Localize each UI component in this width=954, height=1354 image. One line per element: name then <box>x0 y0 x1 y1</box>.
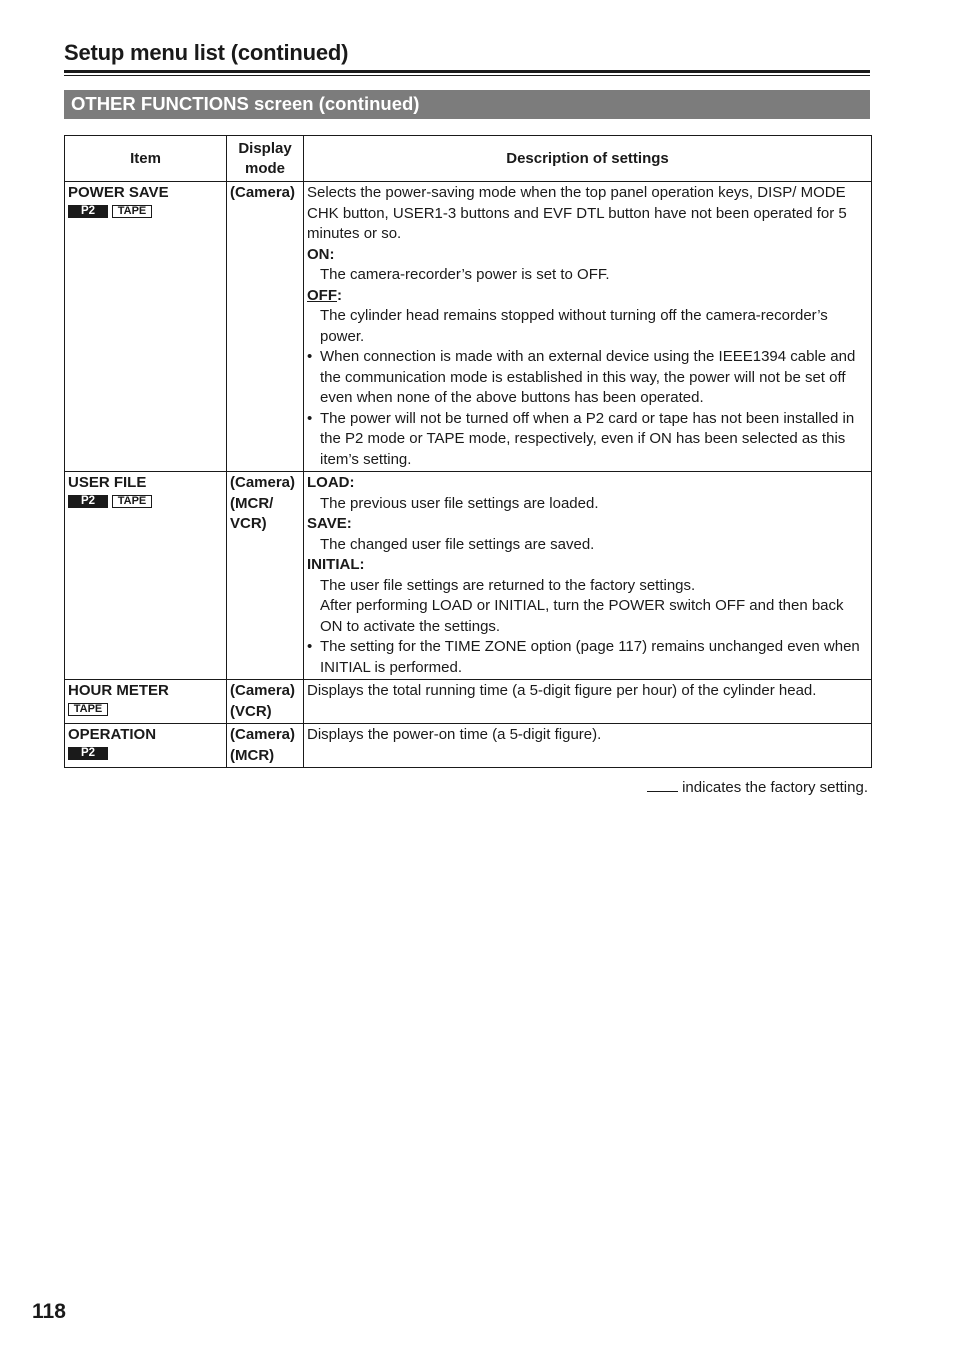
tape-badge: TAPE <box>112 495 152 508</box>
item-cell <box>65 182 227 472</box>
title-rule-thin <box>64 75 870 76</box>
display-mode: (VCR) <box>230 702 272 720</box>
option-description: The user file settings are returned to the factory settings. <box>320 576 696 594</box>
mode-badges <box>68 747 223 761</box>
item-name: HOUR METER <box>68 682 169 699</box>
description-text: Selects the power-saving mode when the top panel operation keys, DISP/ MODE CHK button, USER1-3 buttons and EVF DTL button have not been operated for 5 minutes or so. <box>307 184 847 242</box>
display-mode: VCR) <box>230 515 267 532</box>
settings-table <box>64 135 872 768</box>
p2-badge: P2 <box>68 495 108 508</box>
display-mode-cell <box>227 182 304 472</box>
page-title: Setup menu list (continued) <box>64 40 349 65</box>
header-item: Item <box>65 136 227 182</box>
bullet-icon: • <box>307 348 313 365</box>
option-label: SAVE: <box>307 515 352 532</box>
mode-badges <box>68 703 223 717</box>
note-bullet <box>307 409 868 471</box>
option-description: The changed user file settings are saved. <box>320 535 595 553</box>
option-description: The previous user file settings are loaded. <box>320 494 599 512</box>
display-mode: (Camera) <box>230 682 296 699</box>
item-name: USER FILE <box>68 474 147 491</box>
item-name: OPERATION <box>68 726 157 743</box>
option-label: LOAD: <box>307 474 355 491</box>
tape-badge: TAPE <box>68 703 108 716</box>
table-header-row <box>65 136 872 182</box>
mode-badges <box>68 495 223 509</box>
note-text: The power will not be turned off when a P2 card or tape has not been installed in the P2 mode or TAPE mode, respectively, even if ON has been selected as this item’s setting. <box>320 409 855 468</box>
display-mode: (MCR/ <box>230 494 274 512</box>
description-text: Displays the power-on time (a 5-digit figure). <box>307 726 602 743</box>
display-mode-cell <box>227 724 304 768</box>
option-label-default-line <box>307 286 868 307</box>
option-label: ON: <box>307 245 335 263</box>
factory-setting-note <box>647 778 868 796</box>
option-description: The cylinder head remains stopped without turning off the camera-recorder’s power. <box>320 307 828 345</box>
display-mode: (Camera) <box>230 726 296 743</box>
option-description: After performing LOAD or INITIAL, turn the POWER switch OFF and then back ON to activate the settings. <box>320 597 844 635</box>
table-row <box>65 182 872 472</box>
display-mode: (MCR) <box>230 746 275 764</box>
table-row <box>65 680 872 724</box>
item-cell <box>65 472 227 680</box>
option-colon: : <box>337 286 342 304</box>
display-mode-cell <box>227 472 304 680</box>
description-cell <box>304 724 872 768</box>
factory-setting-text: indicates the factory setting. <box>682 779 868 796</box>
description-cell <box>304 182 872 472</box>
display-mode: (Camera) <box>230 474 296 491</box>
note-text: The setting for the TIME ZONE option (page 117) remains unchanged even when INITIAL is performed. <box>320 638 860 676</box>
description-cell <box>304 472 872 680</box>
tape-badge: TAPE <box>112 205 152 218</box>
header-display-mode: Display mode <box>227 136 304 182</box>
display-mode: (Camera) <box>230 184 296 201</box>
p2-badge: P2 <box>68 747 108 760</box>
header-description: Description of settings <box>304 136 872 182</box>
bullet-icon: • <box>307 638 313 655</box>
description-text: Displays the total running time (a 5-digit figure per hour) of the cylinder head. <box>307 682 817 699</box>
item-cell <box>65 680 227 724</box>
note-bullet <box>307 347 868 409</box>
section-heading: OTHER FUNCTIONS screen (continued) <box>64 90 870 119</box>
table-row <box>65 724 872 768</box>
display-mode-cell <box>227 680 304 724</box>
mode-badges <box>68 205 223 219</box>
p2-badge: P2 <box>68 205 108 218</box>
description-cell <box>304 680 872 724</box>
option-description: The camera-recorder’s power is set to OFF. <box>320 266 610 283</box>
title-rule <box>64 70 870 73</box>
page-number: 118 <box>32 1300 66 1323</box>
table-row <box>65 472 872 680</box>
default-option-label: OFF <box>307 286 337 304</box>
item-cell <box>65 724 227 768</box>
note-text: When connection is made with an external device using the IEEE1394 cable and the communication mode is established in this way, the power will not be set off even when none of the above buttons has been operated. <box>320 348 856 406</box>
note-bullet <box>307 637 868 678</box>
bullet-icon: • <box>307 409 313 427</box>
underline-sample <box>647 778 678 792</box>
option-label: INITIAL: <box>307 556 365 573</box>
item-name: POWER SAVE <box>68 184 169 201</box>
